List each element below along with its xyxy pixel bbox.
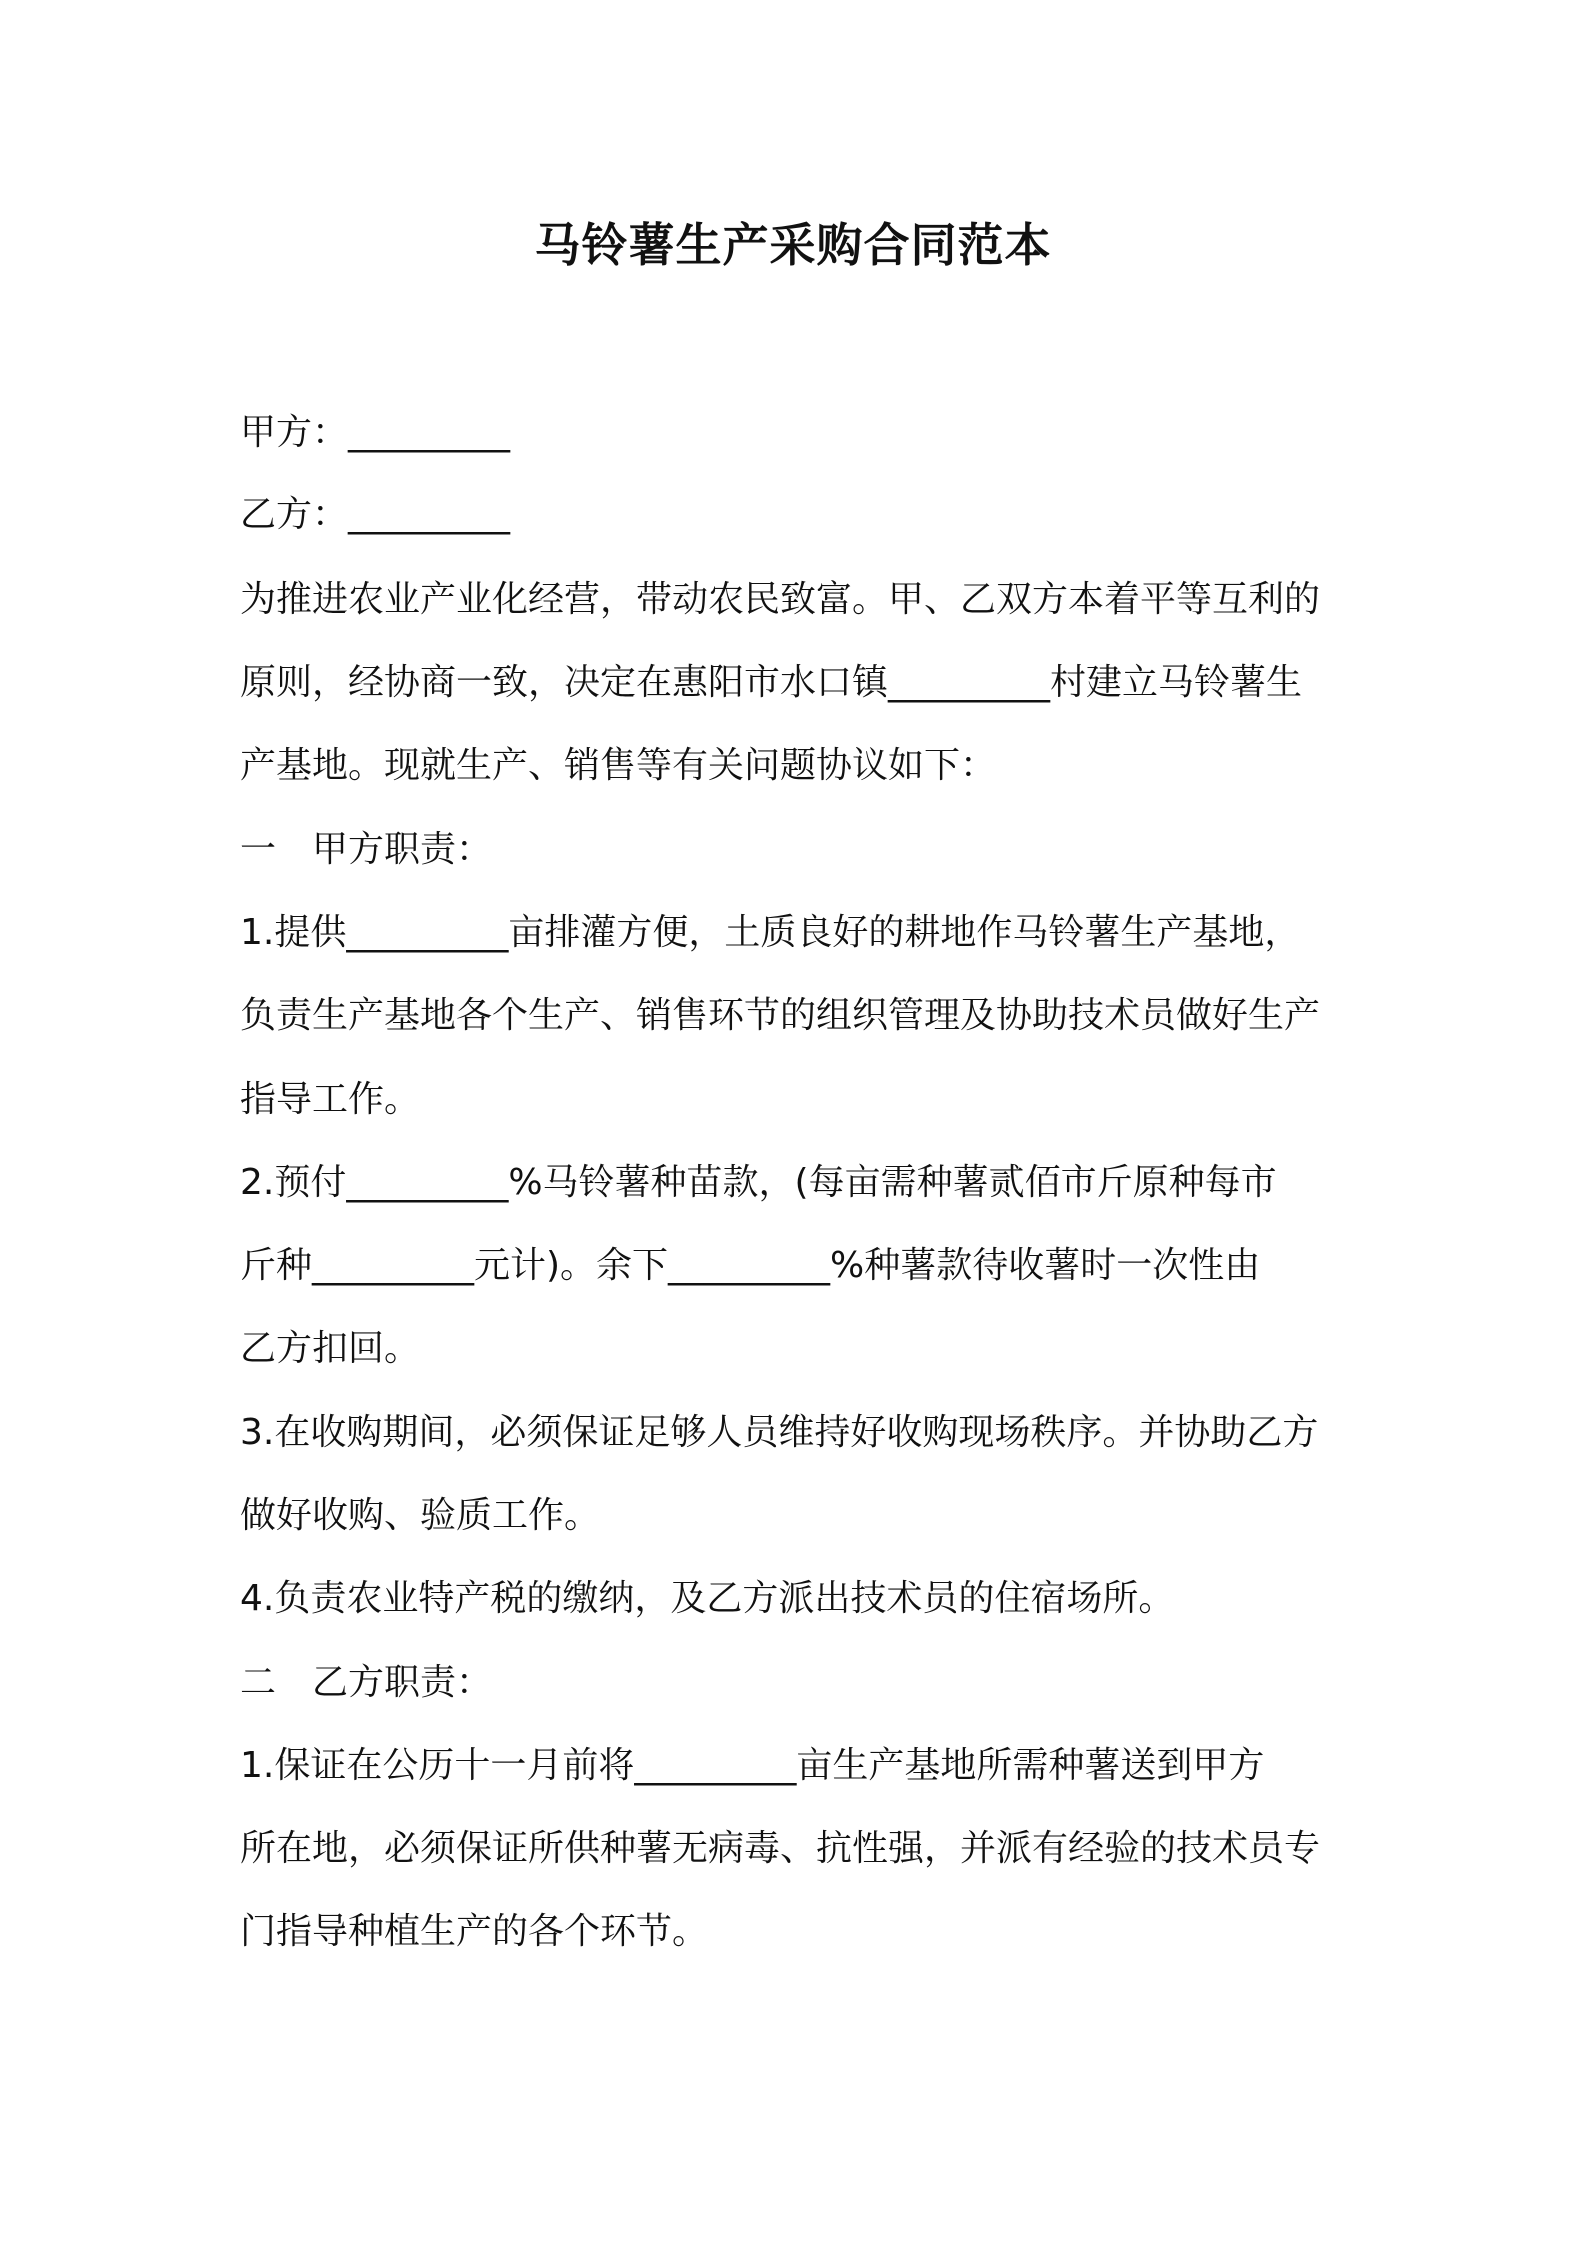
clause-a4-line-1: 4.负责农业特产税的缴纳，及乙方派出技术员的住宿场所。 [240,1578,1175,1619]
clause-a1-line-1: 1.提供_________亩排灌方便，土质良好的耕地作马铃薯生产基地， [240,912,1301,953]
clause-a2-line-2: 斤种_________元计)。余下_________%种薯款待收薯时一次性由 [240,1245,1261,1286]
clause-b1-line-2: 所在地，必须保证所供种薯无病毒、抗性强，并派有经验的技术员专 [240,1828,1321,1869]
clause-b1-line-1: 1.保证在公历十一月前将_________亩生产基地所需种薯送到甲方 [240,1745,1265,1786]
clause-a3-line-2: 做好收购、验质工作。 [240,1495,601,1536]
section-heading-party-b: 二 乙方职责： [240,1662,493,1703]
clause-a2-line-3: 乙方扣回。 [240,1328,421,1369]
clause-a1-line-3: 指导工作。 [240,1079,421,1120]
clause-a2-line-1: 2.预付_________%马铃薯种苗款，(每亩需种薯贰佰市斤原种每市 [240,1162,1277,1203]
clause-a1-line-2: 负责生产基地各个生产、销售环节的组织管理及协助技术员做好生产 [240,995,1321,1036]
section-heading-party-a: 一 甲方职责： [240,829,493,870]
party-b-line: 乙方：_________ [240,494,511,535]
intro-line-2: 原则，经协商一致，决定在惠阳市水口镇_________村建立马铃薯生 [240,662,1303,703]
party-a-line: 甲方：_________ [240,412,511,453]
page-title: 马铃薯生产采购合同范本 [534,218,1052,272]
clause-a3-line-1: 3.在收购期间，必须保证足够人员维持好收购现场秩序。并协助乙方 [240,1412,1319,1453]
intro-line-1: 为推进农业产业化经营，带动农民致富。甲、乙双方本着平等互利的 [240,579,1321,620]
clause-b1-line-3: 门指导种植生产的各个环节。 [240,1911,709,1952]
intro-line-3: 产基地。现就生产、销售等有关问题协议如下： [240,745,997,786]
